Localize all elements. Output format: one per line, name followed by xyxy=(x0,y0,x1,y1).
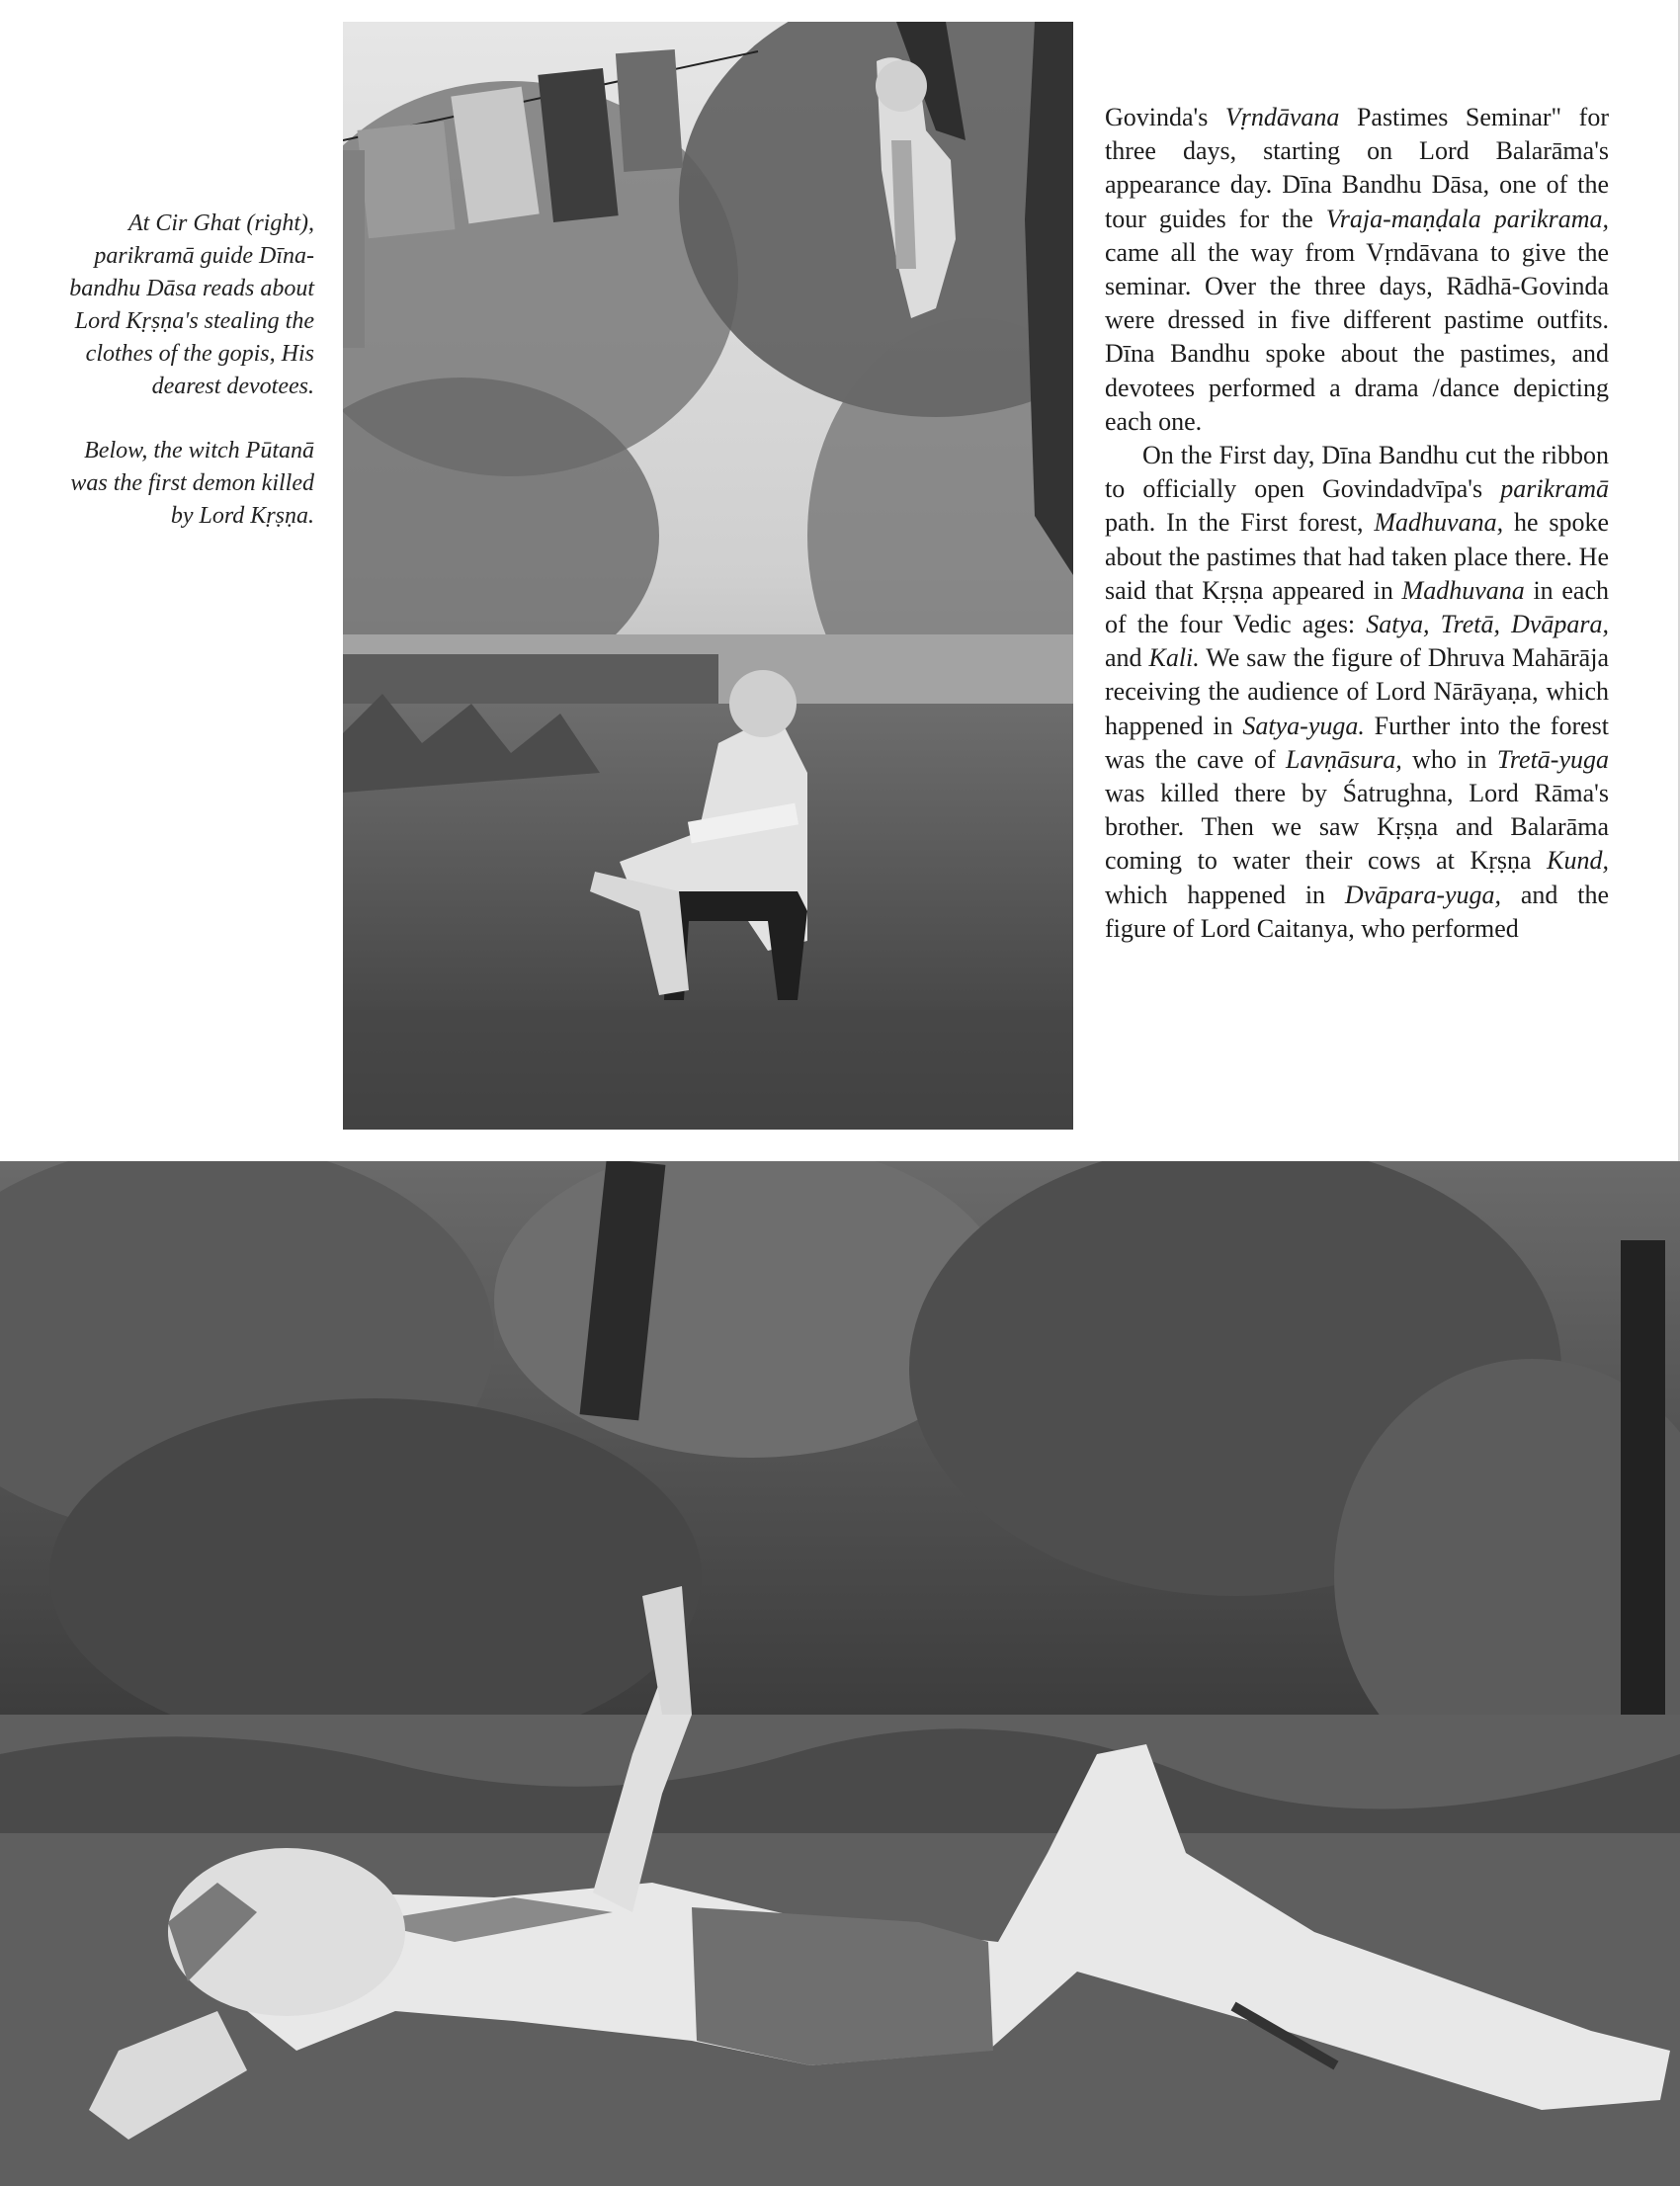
text-run-italic: Tretā-yuga xyxy=(1496,744,1609,774)
text-run-italic: Dvāpara-yuga, xyxy=(1344,880,1502,909)
text-run: and the figure of Lord Caitanya, who performed xyxy=(1105,880,1609,943)
text-run: which happened in xyxy=(1105,880,1345,909)
text-run: path. In the First forest, xyxy=(1105,508,1375,538)
text-run: in each of the four Vedic ages: xyxy=(1105,575,1609,639)
photo-putana-figure-image xyxy=(0,1161,1680,2186)
photo-caption xyxy=(59,208,314,564)
text-run: was killed there by Śatrughna, Lord Rāma's brother. Then we saw Kṛṣṇa and Balarāma coming to water their cows at Kṛṣṇa xyxy=(1105,779,1609,876)
caption-top-photo: At Cir Ghat (right), parikramā guide Dīna-bandhu Dāsa reads about Lord Kṛṣṇa's stealing the clothes of the gopis, His dearest devotees. xyxy=(69,210,314,399)
caption-bottom-photo: Below, the witch Pūtanā was the first demon killed by Lord Kṛṣṇa. xyxy=(70,438,314,529)
text-run-italic: Madhuvana xyxy=(1401,575,1525,605)
text-run: Further into the forest was the cave of xyxy=(1105,711,1609,774)
text-run: On the First day, Dīna Bandhu cut the ribbon to officially open Govindadvīpa's xyxy=(1105,441,1609,504)
photo-putana-figure xyxy=(0,1161,1680,2186)
article-body xyxy=(1105,101,1609,946)
article-paragraph-2 xyxy=(1105,439,1609,946)
text-run-italic: Kali. xyxy=(1148,643,1200,673)
photo-reading-under-tree xyxy=(343,22,1073,1130)
text-run: Pastimes Seminar" for three days, starting on Lord Balarāma's appearance day. Dīna Bandhu Dāsa, one of the tour guides for the xyxy=(1105,103,1610,233)
text-run: and xyxy=(1105,643,1149,673)
text-run-italic: Vraja-maṇḍala parikrama, xyxy=(1325,204,1609,233)
text-run-italic: parikramā xyxy=(1500,474,1609,504)
text-run-italic: Satya-yuga. xyxy=(1242,711,1365,740)
photo-reading-under-tree-image xyxy=(343,22,1073,1130)
text-run: Govinda's xyxy=(1105,103,1225,131)
text-run-italic: Kund, xyxy=(1547,846,1609,876)
text-run-italic: Lavṇāsura, xyxy=(1285,744,1402,774)
text-run-italic: Madhuvana, xyxy=(1374,508,1504,538)
article-paragraph-1 xyxy=(1105,101,1609,439)
text-run: who in xyxy=(1401,744,1497,774)
text-run-italic: Satya, Tretā, Dvāpara, xyxy=(1366,610,1610,639)
text-run: came all the way from Vṛndāvana to give the seminar. Over the three days, Rādhā-Govinda were dressed in five different pastime outfits. Dīna Bandhu spoke about the pastimes, and devotees performed a drama /dance depicting each one. xyxy=(1105,237,1609,436)
text-run: he spoke about the pastimes that had taken place there. He said that Kṛṣṇa appeared in xyxy=(1105,508,1609,605)
text-run: We saw the figure of Dhruva Mahārāja receiving the audience of Lord Nārāyaṇa, which happened in xyxy=(1105,643,1609,740)
text-run-italic: Vṛndāvana xyxy=(1224,103,1340,131)
